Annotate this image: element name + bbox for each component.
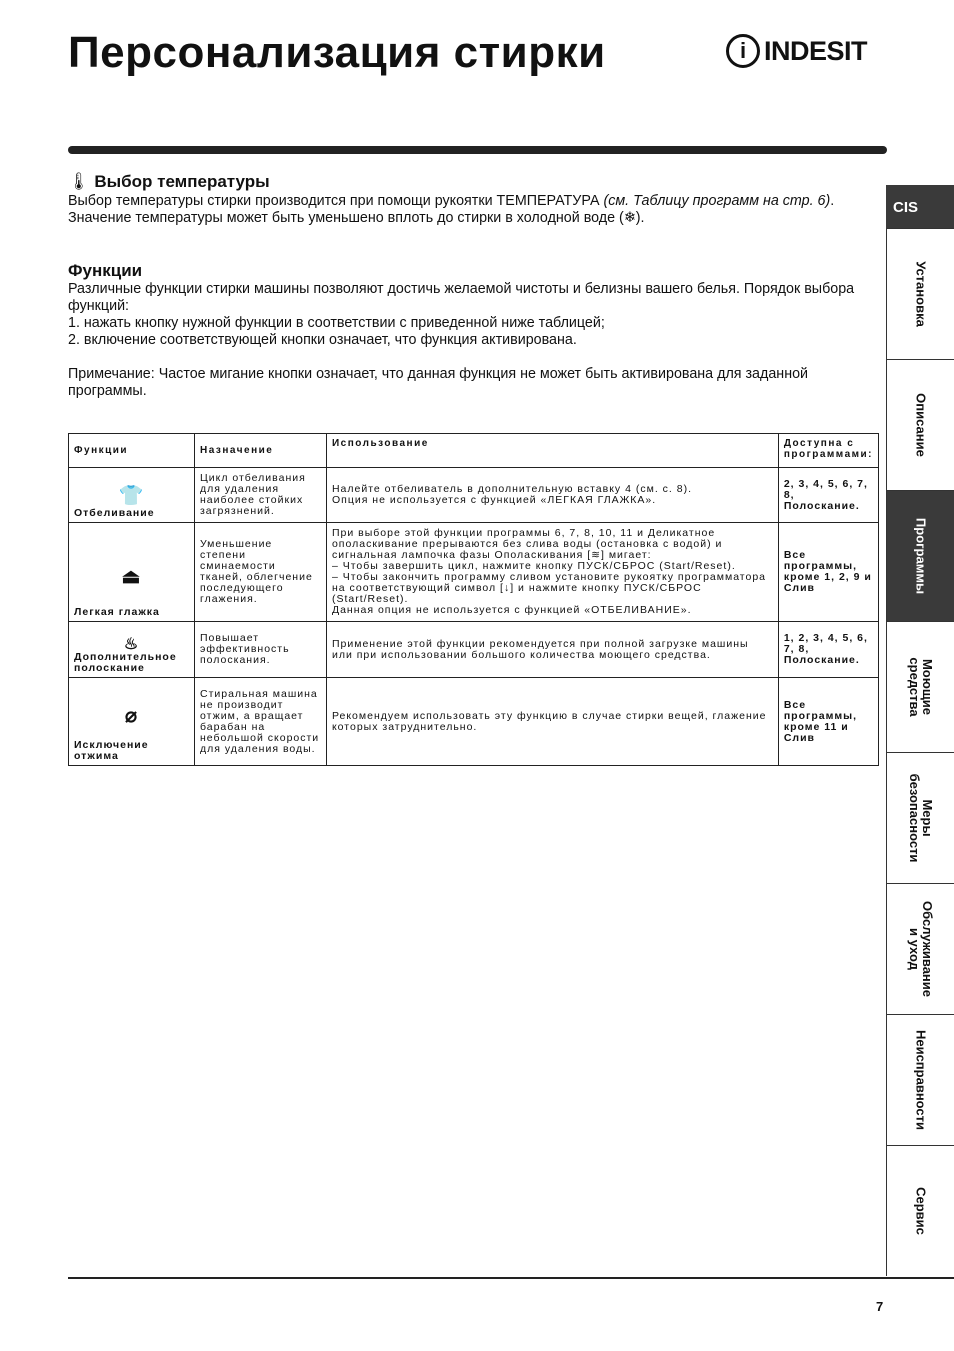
col-available: Доступна с программами: <box>778 434 878 468</box>
function-name: Легкая глажка <box>74 606 160 618</box>
footer-rule <box>68 1277 954 1279</box>
available-cell: 1, 2, 3, 4, 5, 6, 7, 8, Полоскание. <box>778 622 878 678</box>
page-title: Персонализация стирки <box>68 28 606 77</box>
usage-cell: При выборе этой функции программы 6, 7, 8, 10, 11 и Деликатное ополаскивание прерываются без слива воды (остановка с водой) и сигнальная лампочка фазы Ополаскивания [≋] мигает: – Чтобы завершить цикл, нажмите кнопку ПУСК/СБРОС (Start/Reset). – Чтобы закончить программу сливом установите рукоятку программатора на соответствующий символ [↓] и нажмите кнопку ПУСК/СБРОС (Start/Reset). Данная опция не используется с функцией «ОТБЕЛИВАНИЕ». <box>326 523 778 622</box>
temperature-text <box>68 193 880 227</box>
tab-safety[interactable] <box>886 752 954 883</box>
functions-p3: 2. включение соответствующей кнопки означает, что функция активирована. <box>68 332 577 348</box>
function-cell <box>69 678 195 766</box>
table-header-row <box>69 434 879 468</box>
col-functions: Функции <box>69 434 195 468</box>
available-cell: 2, 3, 4, 5, 6, 7, 8, Полоскание. <box>778 468 878 523</box>
brand-name: INDESIT <box>764 35 868 66</box>
thermometer-icon: 🌡 <box>68 172 90 191</box>
functions-p1: Различные функции стирки машины позволяют достичь желаемой чистоты и белизны вашего белья. Порядок выбора функций: <box>68 281 855 314</box>
usage-cell: Рекомендуем использовать эту функцию в случае стирки вещей, глажение которых затруднительно. <box>326 678 778 766</box>
iron-icon: ⏏ <box>121 566 142 588</box>
functions-p2: 1. нажать кнопку нужной функции в соответствии с приведенной ниже таблицей; <box>68 315 605 331</box>
table-row <box>69 523 879 622</box>
purpose-cell: Цикл отбеливания для удаления наиболее стойких загрязнений. <box>194 468 326 523</box>
table-row <box>69 468 879 523</box>
extra-rinse-icon: ♨ <box>123 636 140 653</box>
temp-line1: Выбор температуры стирки производится при помощи рукоятки ТЕМПЕРАТУРА <box>68 193 604 209</box>
functions-note: Примечание: Частое мигание кнопки означает, что данная функция не может быть активирована для заданной программы. <box>68 366 809 399</box>
section-sidebar <box>886 185 954 1276</box>
tab-label: Меры безопасности <box>906 773 935 863</box>
tab-label: Установка <box>913 261 928 327</box>
tab-label: Обслуживание и уход <box>906 900 935 998</box>
function-cell <box>69 622 195 678</box>
functions-table <box>68 433 879 766</box>
col-usage: Использование <box>326 434 778 468</box>
function-cell <box>69 468 195 523</box>
tab-description[interactable] <box>886 359 954 490</box>
brand-logo <box>726 34 867 68</box>
temperature-heading-text: Выбор температуры <box>94 172 270 191</box>
logo-i-icon: i <box>726 34 760 68</box>
tab-installation[interactable] <box>886 228 954 359</box>
function-name: Дополнительное полоскание <box>74 651 177 674</box>
temp-end: . <box>830 193 835 209</box>
language-tab[interactable]: CIS <box>886 185 954 228</box>
header-rule <box>68 146 887 154</box>
tab-detergents[interactable] <box>886 621 954 752</box>
tab-maintenance[interactable] <box>886 883 954 1014</box>
available-cell: Все программы, кроме 11 и Слив <box>778 678 878 766</box>
tab-label: Программы <box>913 517 928 595</box>
purpose-cell: Стиральная машина не производит отжим, а вращает барабан на небольшой скорости для удаления воды. <box>194 678 326 766</box>
temp-ref: (см. Таблицу программ на стр. 6) <box>603 193 831 209</box>
col-purpose: Назначение <box>194 434 326 468</box>
tab-troubleshooting[interactable] <box>886 1014 954 1145</box>
tab-label: Сервис <box>913 1187 928 1235</box>
usage-cell: Налейте отбеливатель в дополнительную вставку 4 (см. с. 8). Опция не используется с функцией «ЛЕГКАЯ ГЛАЖКА». <box>326 468 778 523</box>
available-cell: Все программы, кроме 1, 2, 9 и Слив <box>778 523 878 622</box>
tab-service[interactable] <box>886 1145 954 1276</box>
temp-line2: Значение температуры может быть уменьшено вплоть до стирки в холодной воде (❄). <box>68 210 645 226</box>
function-name: Исключение отжима <box>74 739 149 762</box>
table-row <box>69 678 879 766</box>
function-cell <box>69 523 195 622</box>
tab-label: Неисправности <box>913 1029 928 1131</box>
table-row <box>69 622 879 678</box>
purpose-cell: Повышает эффективность полоскания. <box>194 622 326 678</box>
functions-text <box>68 281 880 400</box>
no-spin-icon: ⌀ <box>124 705 139 727</box>
purpose-cell: Уменьшение степени сминаемости тканей, облегчение последующего глажения. <box>194 523 326 622</box>
functions-heading: Функции <box>68 261 143 280</box>
page-number: 7 <box>876 1299 884 1314</box>
usage-cell: Применение этой функции рекомендуется при полной загрузке машины или при использовании большого количества моющего средства. <box>326 622 778 678</box>
bleach-shirt-icon: 👕 <box>118 485 145 507</box>
function-name: Отбеливание <box>74 507 155 519</box>
temperature-heading <box>68 172 270 192</box>
tab-label: Описание <box>913 393 928 457</box>
tab-programs[interactable] <box>886 490 954 621</box>
tab-label: Моющие средства <box>906 657 935 717</box>
